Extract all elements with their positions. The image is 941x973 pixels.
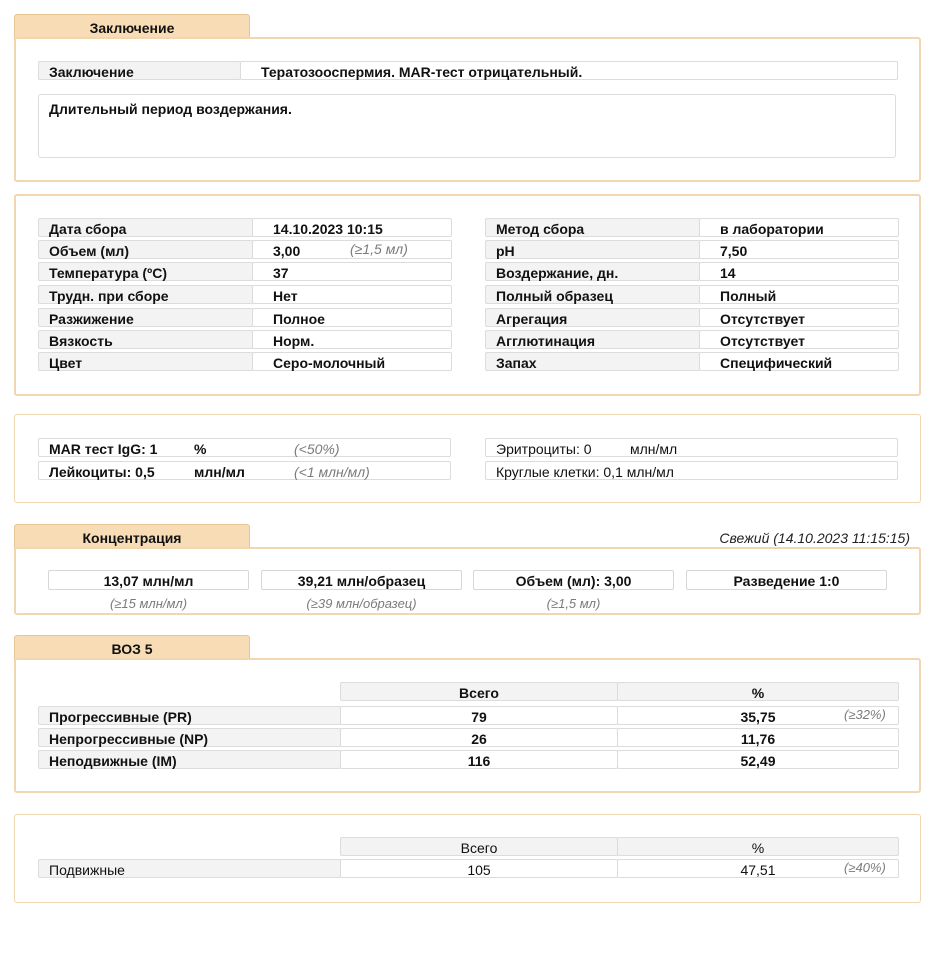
who5-row-pct: 11,76 xyxy=(617,728,899,747)
mar-test-norm: (<50%) xyxy=(294,441,340,457)
param-label: Объем (мл) xyxy=(38,240,253,259)
param-label: Вязкость xyxy=(38,330,253,349)
conclusion-note: Длительный период воздержания. xyxy=(38,94,896,158)
leukocytes-unit: млн/мл xyxy=(194,464,245,480)
mar-test-unit: % xyxy=(194,441,207,457)
erythrocytes-cell xyxy=(485,438,898,457)
concentration-value: 13,07 млн/мл xyxy=(48,570,249,590)
volume-value: Объем (мл): 3,00 xyxy=(473,570,674,590)
leukocytes-cell xyxy=(38,461,451,480)
param-value: Полный xyxy=(699,285,899,304)
concentration-norm: (≥15 млн/мл) xyxy=(109,596,188,611)
count-value: 39,21 млн/образец xyxy=(261,570,462,590)
param-value: в лаборатории xyxy=(699,218,899,237)
erythrocytes-label: Эритроциты: 0 xyxy=(496,441,592,457)
who5-row-pct: 35,75 xyxy=(617,706,899,725)
param-label: Агрегация xyxy=(485,308,700,327)
param-value: Серо-молочный xyxy=(252,352,452,371)
motile-pct: 47,51 xyxy=(617,859,899,878)
conclusion-tab: Заключение xyxy=(14,14,250,39)
who5-row-label: Прогрессивные (PR) xyxy=(38,706,341,725)
conclusion-label: Заключение xyxy=(38,61,241,80)
param-value: 14.10.2023 10:15 xyxy=(252,218,452,237)
param-value: 7,50 xyxy=(699,240,899,259)
param-value: Специфический xyxy=(699,352,899,371)
param-value: Нет xyxy=(252,285,452,304)
concentration-panel xyxy=(14,547,921,615)
conclusion-panel xyxy=(14,37,921,182)
param-label: Температура (ºC) xyxy=(38,262,253,281)
erythrocytes-unit: млн/мл xyxy=(630,441,678,457)
param-label: Воздержание, дн. xyxy=(485,262,700,281)
param-value: 3,00 xyxy=(252,240,452,259)
params-panel xyxy=(14,194,921,396)
leukocytes-norm: (<1 млн/мл) xyxy=(294,464,370,480)
dilution-value: Разведение 1:0 xyxy=(686,570,887,590)
who5-row-label: Непрогрессивные (NP) xyxy=(38,728,341,747)
motile-total: 105 xyxy=(340,859,618,878)
param-value: Отсутствует xyxy=(699,330,899,349)
cells-panel xyxy=(14,414,921,503)
conclusion-value: Тератозооспермия. MAR-тест отрицательный. xyxy=(240,61,898,80)
param-value: 37 xyxy=(252,262,452,281)
leukocytes-label: Лейкоциты: 0,5 xyxy=(49,464,155,480)
param-label: Полный образец xyxy=(485,285,700,304)
concentration-tab: Концентрация xyxy=(14,524,250,549)
who5-panel xyxy=(14,658,921,793)
motile-panel xyxy=(14,814,921,903)
sample-info: Свежий (14.10.2023 11:15:15) xyxy=(719,530,910,546)
param-label: Дата сбора xyxy=(38,218,253,237)
who5-header-pct: % xyxy=(617,682,899,701)
param-value: Отсутствует xyxy=(699,308,899,327)
motile-norm: (≥40%) xyxy=(844,860,886,875)
param-label: Разжижение xyxy=(38,308,253,327)
param-label: Метод сбора xyxy=(485,218,700,237)
round-cells-label: Круглые клетки: 0,1 млн/мл xyxy=(496,464,674,480)
param-label: Трудн. при сборе xyxy=(38,285,253,304)
mar-test-cell xyxy=(38,438,451,457)
param-value: 14 xyxy=(699,262,899,281)
who5-row-label: Неподвижные (IM) xyxy=(38,750,341,769)
param-value: Норм. xyxy=(252,330,452,349)
who5-tab: ВОЗ 5 xyxy=(14,635,250,660)
who5-row-total: 26 xyxy=(340,728,618,747)
who5-row-total: 79 xyxy=(340,706,618,725)
count-norm: (≥39 млн/образец) xyxy=(306,596,417,611)
param-label: Цвет xyxy=(38,352,253,371)
round-cells-cell xyxy=(485,461,898,480)
param-label: Запах xyxy=(485,352,700,371)
who5-row-norm: (≥32%) xyxy=(844,707,886,722)
mar-test-label: MAR тест IgG: 1 xyxy=(49,441,158,457)
volume-norm: (≥1,5 мл) xyxy=(546,596,601,611)
param-label: Агглютинация xyxy=(485,330,700,349)
param-label: pH xyxy=(485,240,700,259)
motile-header-total: Всего xyxy=(340,837,618,856)
motile-label: Подвижные xyxy=(38,859,341,878)
param-value: Полное xyxy=(252,308,452,327)
who5-header-total: Всего xyxy=(340,682,618,701)
motile-header-pct: % xyxy=(617,837,899,856)
who5-row-pct: 52,49 xyxy=(617,750,899,769)
who5-row-total: 116 xyxy=(340,750,618,769)
param-norm: (≥1,5 мл) xyxy=(350,241,408,257)
